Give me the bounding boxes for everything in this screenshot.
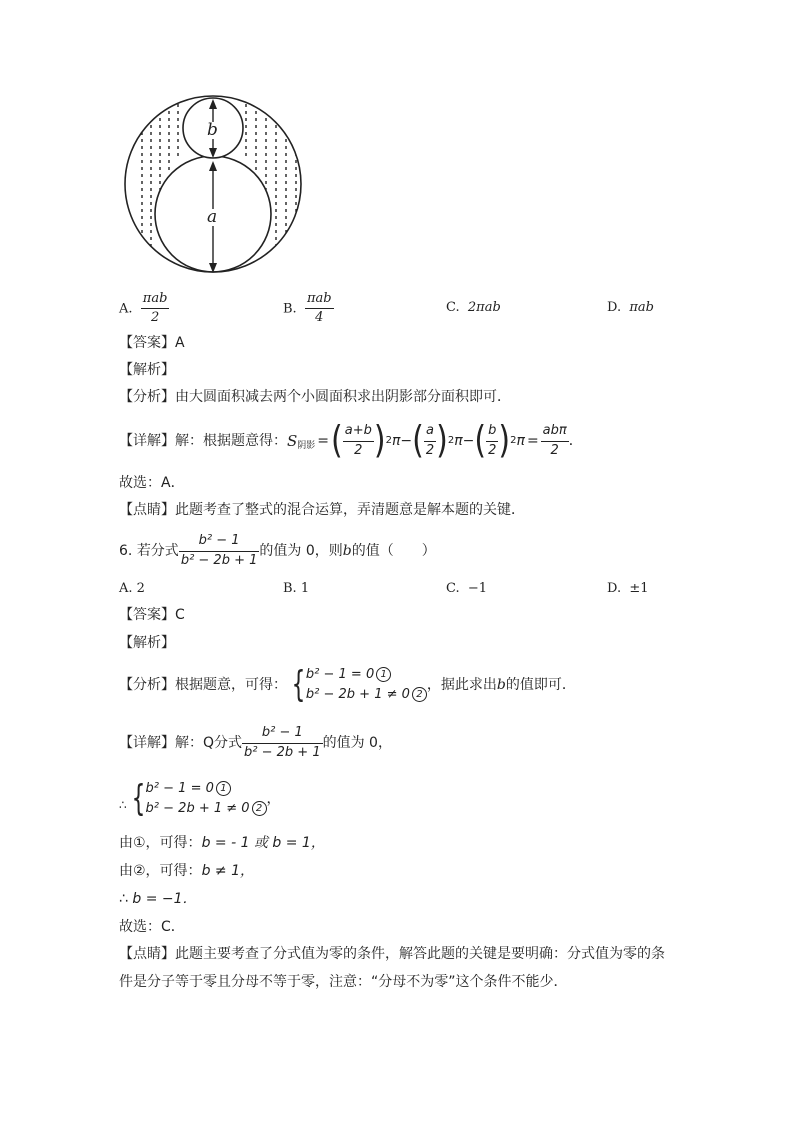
q6-line3: ∴ b = −1． xyxy=(119,891,197,907)
q6-option-c: C. −1 xyxy=(446,581,488,596)
q6-dianjing-line1: 【点睛】此题主要考查了分式值为零的条件，解答此题的关键是要明确：分式值为零的条 xyxy=(119,946,665,962)
q5-fenxi: 【分析】由大圆面积减去两个小圆面积求出阴影部分面积即可． xyxy=(119,389,511,405)
q6-system: ∴ { b² − 1 = 0 1 b² − 2b + 1 ≠ 0 2 ， xyxy=(119,778,281,819)
q6-stem: 6. 若分式 $\frac{\text{b² − 1}}{\text{b² − 2b + 1}}$ 的值为 0，则 b 的值（ ） xyxy=(119,533,436,568)
q6-jiexi: 【解析】 xyxy=(119,635,175,651)
label-a: a xyxy=(207,207,218,227)
q6-option-b: B. 1 xyxy=(283,581,310,596)
q5-xiangjie: 【详解】 解：根据题意得： S 阴影 = ( $\frac{a+b}{2}$ ) 2 π − ( $\frac{a}{2}$ ) 2 π − ( $\frac{b}{2}$ ) 2 π = $\frac{\text{abπ}}{2}$ ． xyxy=(119,418,583,463)
q5-answer: 【答案】A xyxy=(119,335,185,351)
q6-line1: 由①，可得：b = - 1 或 b = 1， xyxy=(119,835,325,851)
circles-figure xyxy=(118,90,318,280)
q6-guxuan: 故选：C． xyxy=(119,919,185,935)
q6-xiangjie: 【详解】 解： Q 分式 $\frac{\text{b² − 1}}{\text{b² − 2b + 1}}$ 的值为 0， xyxy=(119,725,392,760)
q5-jiexi: 【解析】 xyxy=(119,362,175,378)
q5-option-b: B. $\frac{\text{πab}}{4}$ xyxy=(283,291,332,326)
q5-dianjing: 【点睛】此题考查了整式的混合运算，弄清题意是解本题的关键． xyxy=(119,502,525,518)
q6-dianjing-line2: 件是分子等于零且分母不等于零，注意：“分母不为零”这个条件不能少． xyxy=(119,974,568,990)
q5-option-c: C. 2πab xyxy=(446,300,501,315)
q6-option-d: D. ±1 xyxy=(607,581,649,596)
q6-answer: 【答案】C xyxy=(119,607,185,623)
label-b: b xyxy=(207,120,218,140)
q5-guxuan: 故选：A． xyxy=(119,475,185,491)
q6-line2: 由②，可得：b ≠ 1， xyxy=(119,863,254,879)
q6-fenxi: 【分析】 根据题意，可得： { b² − 1 = 0 1 b² − 2b + 1 ≠ 0 2 ，据此求出 b 的值即可． xyxy=(119,664,576,705)
q5-option-d: D. πab xyxy=(607,300,654,315)
q6-option-a: A. 2 xyxy=(119,581,145,596)
q5-option-a: A. $\frac{\text{πab}}{2}$ xyxy=(119,291,168,326)
